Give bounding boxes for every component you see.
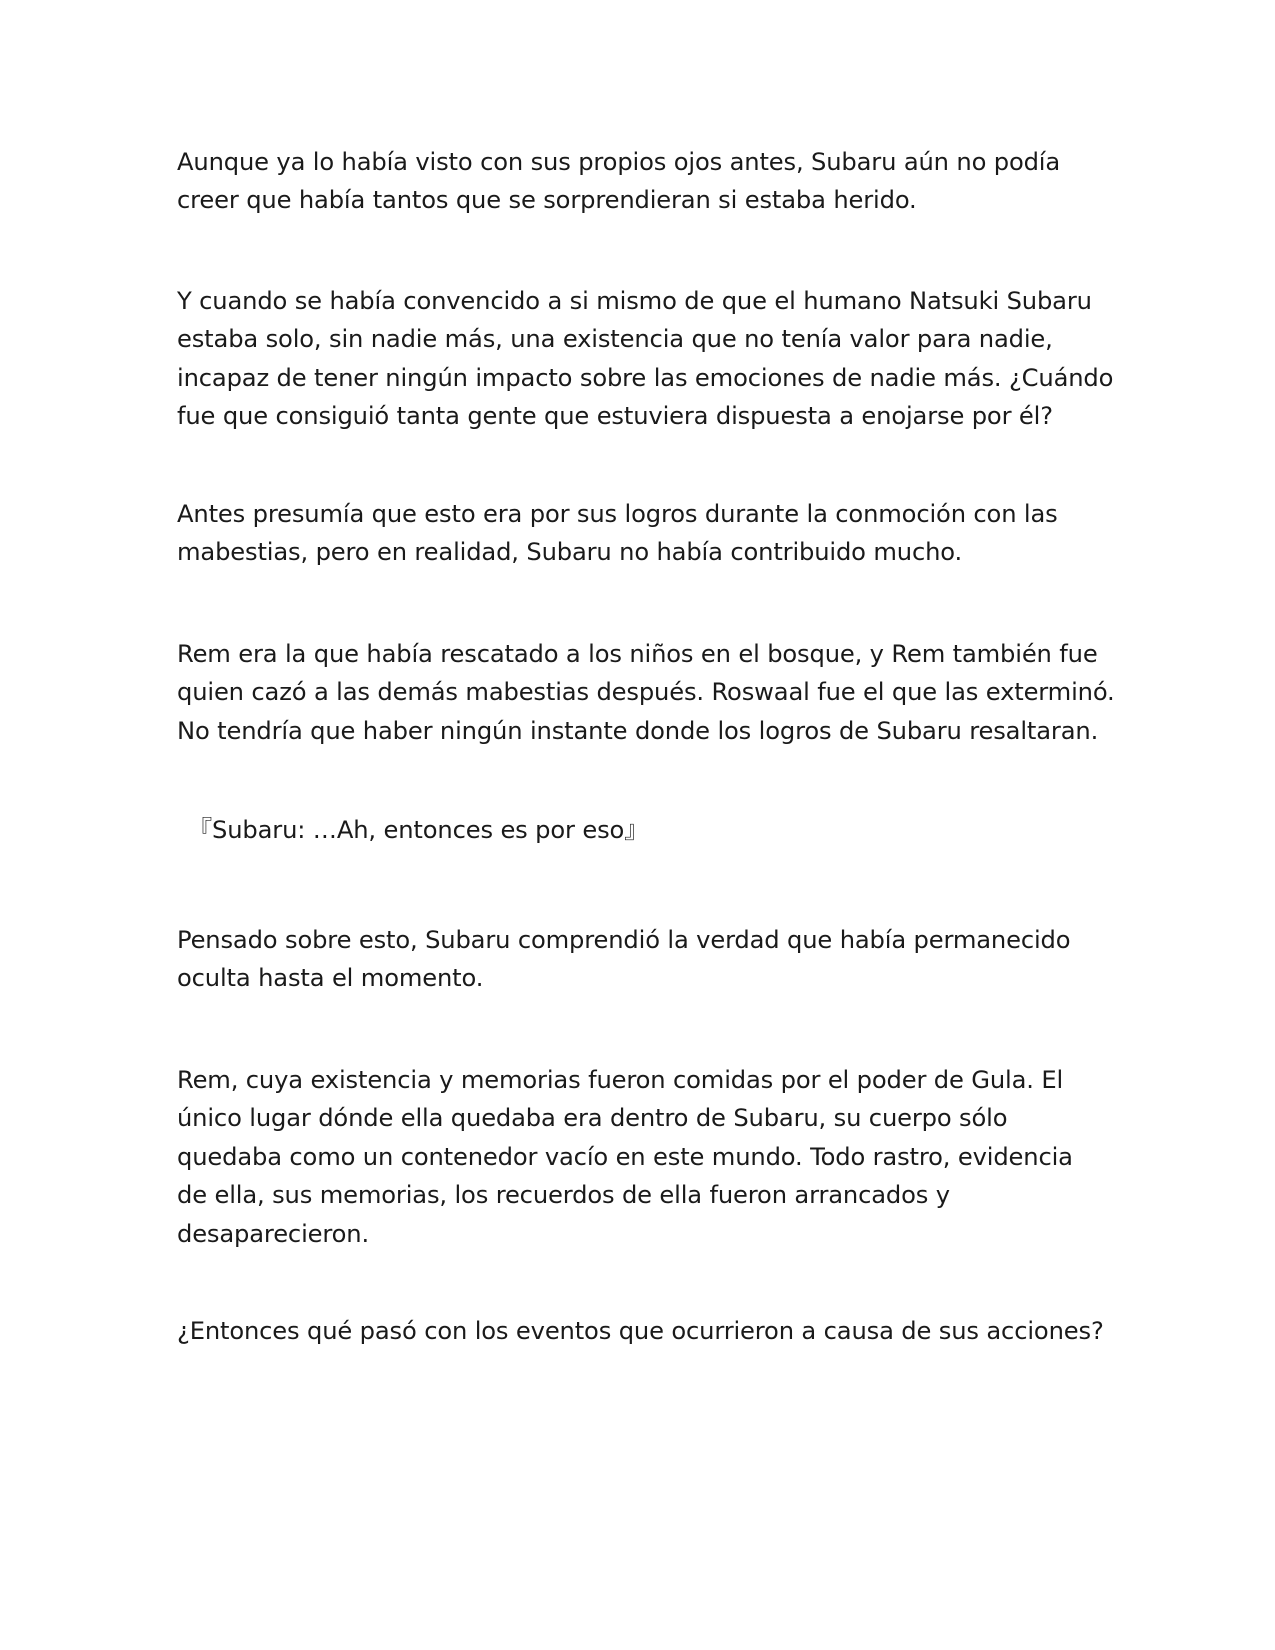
text-line: estaba solo, sin nadie más, una existencia que no tenía valor para nadie, <box>177 325 1053 354</box>
paragraph <box>177 282 1112 436</box>
text-line: 『Subaru: …Ah, entonces es por eso』 <box>188 816 649 844</box>
text-line: Antes presumía que esto era por sus logros durante la conmoción con las <box>177 500 1058 528</box>
paragraph <box>177 921 1112 998</box>
text-line: oculta hasta el momento. <box>177 964 484 993</box>
text-line: Rem era la que había rescatado a los niños en el bosque, y Rem también fue <box>177 640 1098 668</box>
text-line: incapaz de tener ningún impacto sobre las emociones de nadie más. ¿Cuándo <box>177 363 1114 392</box>
text-line: quedaba como un contenedor vacío en este mundo. Todo rastro, evidencia <box>177 1142 1073 1171</box>
paragraph <box>177 635 1115 750</box>
paragraph <box>177 143 1112 220</box>
text-line: ¿Entonces qué pasó con los eventos que ocurrieron a causa de sus acciones? <box>177 1317 1104 1345</box>
text-line: No tendría que haber ningún instante donde los logros de Subaru resaltaran. <box>177 716 1099 745</box>
text-line: de ella, sus memorias, los recuerdos de ella fueron arrancados y <box>177 1181 950 1210</box>
text-line: Aunque ya lo había visto con sus propios ojos antes, Subaru aún no podía <box>177 148 1061 176</box>
text-line: único lugar dónde ella quedaba era dentro de Subaru, su cuerpo sólo <box>177 1104 1008 1133</box>
text-line: quien cazó a las demás mabestias después. Roswaal fue el que las exterminó. <box>177 678 1115 707</box>
text-line: desaparecieron. <box>177 1219 370 1248</box>
dialogue-line <box>188 811 1123 849</box>
text-line: fue que consiguió tanta gente que estuviera dispuesta a enojarse por él? <box>177 402 1053 431</box>
paragraph <box>177 495 1112 572</box>
text-line: Y cuando se había convencido a si mismo de que el humano Natsuki Subaru <box>177 287 1092 315</box>
text-line: creer que había tantos que se sorprendieran si estaba herido. <box>177 186 917 215</box>
paragraph <box>177 1312 1112 1350</box>
text-line: mabestias, pero en realidad, Subaru no había contribuido mucho. <box>177 538 963 567</box>
text-line: Pensado sobre esto, Subaru comprendió la verdad que había permanecido <box>177 926 1071 954</box>
text-line: Rem, cuya existencia y memorias fueron comidas por el poder de Gula. El <box>177 1066 1064 1094</box>
paragraph <box>177 1061 1112 1253</box>
